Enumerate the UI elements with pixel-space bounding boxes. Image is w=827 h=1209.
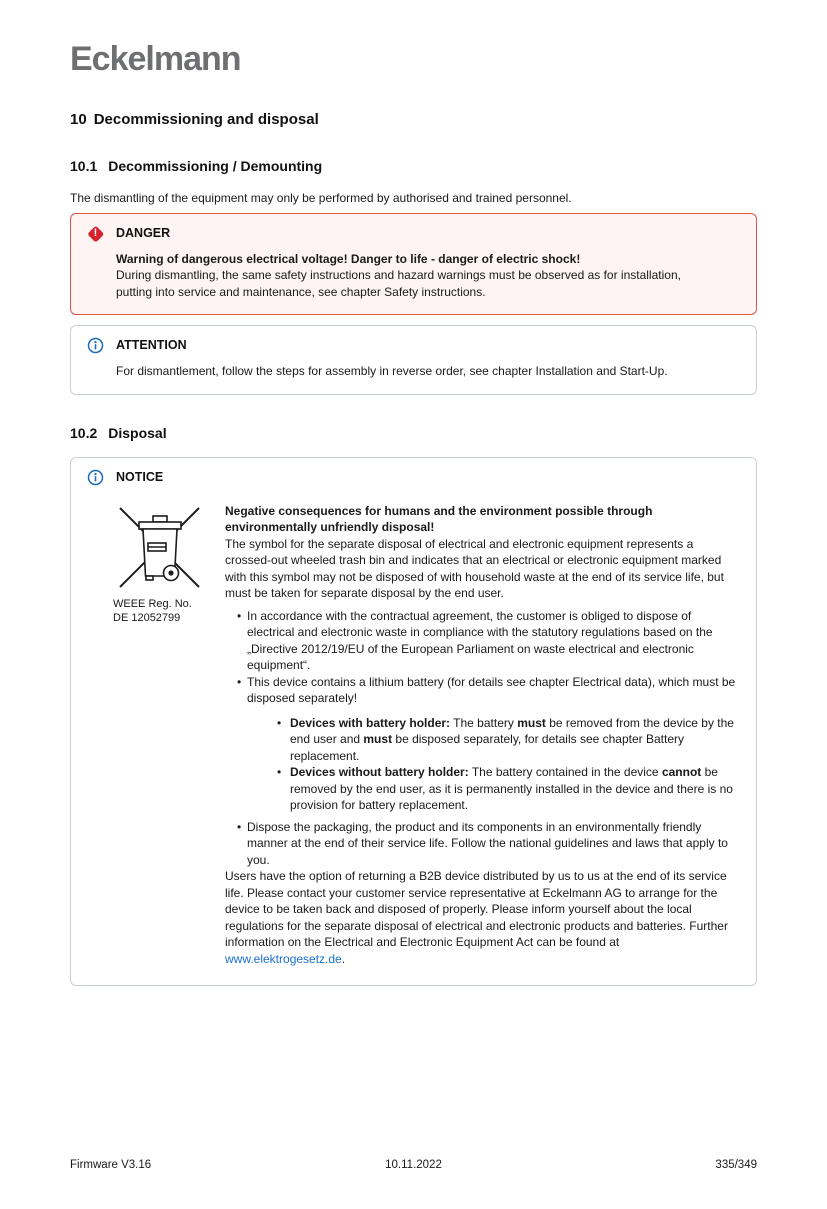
page-footer	[70, 1157, 757, 1174]
notice-box	[70, 457, 757, 987]
danger-text: During dismantling, the same safety instructions and hazard warnings must be observed as for installation, putting into service and maintenance, see chapter Safety instructions.	[116, 268, 681, 299]
bullet-marker: •	[277, 765, 282, 779]
intro-paragraph: The dismantling of the equipment may only be performed by authorised and trained personnel.	[70, 191, 572, 205]
notice-label: NOTICE	[116, 469, 164, 484]
list-item: • Devices with battery holder: The battery must be removed from the device by the end user and must be disposed separately, for details see chapter Battery replacement.	[277, 715, 734, 763]
footer-date: 10.11.2022	[385, 1159, 442, 1171]
list-item: • This device contains a lithium battery (for details see chapter Electrical data), which must be disposed separately!	[237, 674, 736, 705]
eckelmann-logo: Eckelmann	[70, 40, 241, 78]
info-icon	[87, 469, 104, 486]
section-number: 10.1	[70, 158, 98, 174]
chapter-title: Decommissioning and disposal	[93, 111, 319, 128]
danger-label: DANGER	[116, 225, 171, 240]
danger-icon: !	[87, 225, 104, 242]
attention-header	[87, 337, 738, 354]
list-item: • In accordance with the contractual agreement, the customer is obliged to dispose of electrical and electronic waste in compliance with the statutory regulations based on the „Directive 2012/19/EU of the European Parliament on waste electrical and electronic equipment“.	[237, 608, 713, 672]
footer-page-number: 335/349	[715, 1159, 757, 1171]
danger-body	[116, 251, 708, 301]
footer-firmware-version: Firmware V3.16	[70, 1159, 152, 1171]
notice-paragraph-weee: The symbol for the separate disposal of electrical and electronic equipment represents a crossed-out wheeled trash bin and indicates that an electrical or electronic equipment marked with this symbol may not be disposed of with household waste at the end of its service life, but must be taken for separate disposal by the end user.	[225, 536, 724, 600]
section-number: 10.2	[70, 424, 98, 441]
weee-symbol-block	[113, 503, 211, 625]
chapter-heading	[70, 111, 757, 129]
weee-reg-caption: WEEE Reg. No. DE 12052799	[113, 597, 192, 624]
notice-text-column	[225, 503, 738, 968]
weee-crossed-bin-icon	[113, 503, 205, 591]
info-icon	[87, 337, 104, 354]
bullet-marker: •	[277, 715, 282, 730]
list-item: • Devices without battery holder: The battery contained in the device cannot be removed by the end user, as it is permanently installed in the device and there is no provision for battery replacement.	[277, 765, 733, 812]
attention-box	[70, 325, 757, 395]
section-title: Decommissioning / Demounting	[108, 158, 323, 174]
danger-box	[70, 213, 757, 316]
list-item: • Dispose the packaging, the product and its components in an environmentally friendly manner at the end of their service life. Follow the national guidelines and laws that apply to you.	[237, 819, 728, 867]
bullet-marker: •	[237, 674, 242, 689]
section-title: Disposal	[108, 424, 167, 441]
section-heading-disposal	[70, 425, 757, 442]
elektrogesetz-link[interactable]: www.elektrogesetz.de	[225, 951, 342, 966]
section-heading-decommissioning	[70, 158, 757, 175]
chapter-number: 10	[70, 111, 87, 128]
danger-warning-line: Warning of dangerous electrical voltage! Danger to life - danger of electric shock!	[116, 251, 581, 266]
notice-bullet-list	[225, 608, 738, 869]
notice-bold-heading: Negative consequences for humans and the environment possible through environmentally unfriendly disposal!	[225, 503, 653, 534]
bullet-marker: •	[237, 608, 242, 623]
notice-header	[87, 469, 738, 486]
notice-closing-paragraph: Users have the option of returning a B2B device distributed by us to us at the end of its service life. Please contact your customer service representative at Eckelmann AG to arrange for the device to be taken back and disposed of properly. Please inform yourself about the local regulations for the separate disposal of electrical and electronic products and batteries. Further information on the Electrical and Electronic Equipment Act can be found at www.elektrogesetz.de.	[225, 869, 728, 966]
battery-sub-list	[225, 715, 738, 814]
bullet-marker: •	[237, 819, 242, 834]
danger-header	[87, 225, 738, 242]
attention-label: ATTENTION	[116, 338, 187, 353]
document-page	[0, 40, 827, 1209]
attention-body: For dismantlement, follow the steps for assembly in reverse order, see chapter Installation and Start-Up.	[116, 364, 668, 378]
